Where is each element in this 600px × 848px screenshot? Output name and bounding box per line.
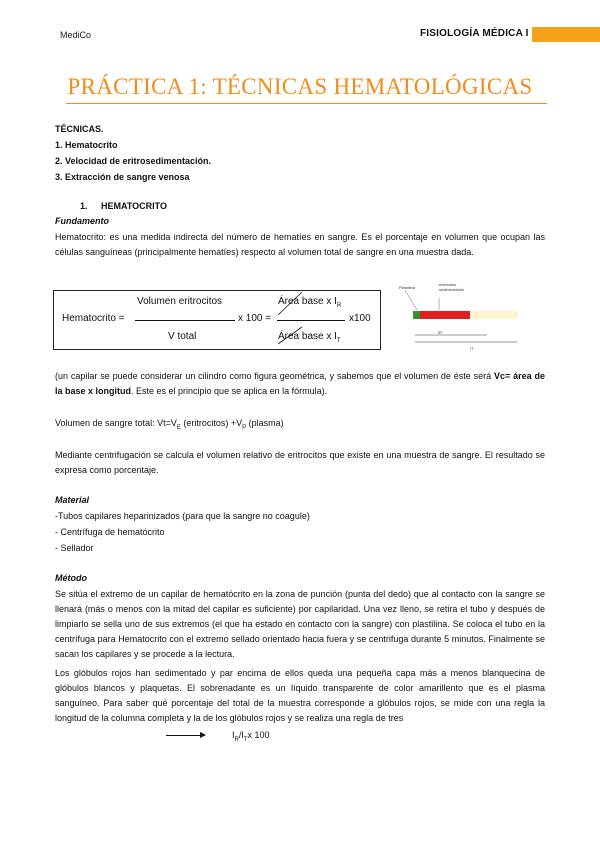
section-heading: HEMATOCRITO	[101, 201, 168, 211]
arrow-icon	[200, 732, 206, 738]
material-item-2: - Centrífuga de hematócrito	[55, 527, 165, 537]
capillary-label-ir: IR	[438, 330, 442, 335]
fundamento-text: Hematocrito: es una medida indirecta del número de hematíes en sangre. Es el porcentaje en volumen que ocupan las células sanguíneas (principalmente hematíes) respecto al volumen total de sangre en una muestra dada.	[55, 232, 545, 257]
formula-numerator-1: Volumen eritrocitos	[137, 296, 223, 307]
capillary-label-rbc: eritrocitos sedimentados	[439, 282, 464, 292]
tecnicas-item-3: 3. Extracción de sangre venosa	[55, 172, 190, 182]
capillary-label-sealer: Plastilina	[399, 285, 416, 290]
header-brand: MediCo	[60, 30, 92, 40]
material-item-1: -Tubos capilares heparinizados (para que la sangre no coagule)	[55, 511, 310, 521]
formula-x100-equals: x 100 =	[238, 313, 272, 324]
header-accent-bar	[532, 27, 600, 42]
tecnicas-item-1: 1. Hematocrito	[55, 140, 118, 150]
capillary-sealer	[413, 311, 420, 319]
capilar-paragraph: (un capilar se puede considerar un cilindro como figura geométrica, y sabemos que el volumen de éste será Vc= área de la base x longitud. Este es el principio que se aplica en la fórmula).	[55, 371, 545, 396]
volumen-formula: Volumen de sangre total: $Vt=V_E$ (eritrocitos) $+V_P$ (plasma)	[55, 418, 284, 431]
page-title: PRÁCTICA 1: TÉCNICAS HEMATOLÓGICAS	[67, 74, 533, 99]
formula-lhs: Hematocrito =	[62, 313, 125, 324]
capillary-red-cells	[420, 311, 470, 319]
arrow-line	[166, 735, 202, 736]
capillary-label-it: IT	[470, 346, 474, 351]
metodo-paragraph-1: Se sitúa el extremo de un capilar de hematócrito en la zona de punción (punta del dedo) que al contacto con la sangre se llenará (más o menos con la mitad del capilar es suficiente) por capilaridad. Una vez lleno, se retira el tubo y después de limpiarlo se sella uno de sus extremos (el que ha estado en contacto con la sangre) con plastilina. Se coloca el tubo en la centrífuga para Hematocrito con el extremo sellado orientado hacia fuera y se centrifuga durante 5 minutos. Finalmente se sacan los capilares y se procede a la lectura.	[55, 589, 545, 659]
metodo-label: Método	[55, 573, 87, 583]
section-number: 1.	[80, 201, 88, 211]
formula-numerator-2: Área base x $I_R$	[278, 296, 342, 309]
fraction-line-1	[135, 320, 235, 321]
material-item-3: - Sellador	[55, 543, 94, 553]
formula-x100: x100	[349, 313, 371, 324]
metodo-paragraph-2: Los glóbulos rojos han sedimentado y par encima de ellos queda una pequeña capa más a menos blanquecina de glóbulos blancos y plaquetas. El sobrenadante es un líquido transparente de color amarillento que es el plasma sanguíneo. Para saber qué porcentaje del total de la muestra corresponde a glóbulos rojos, se mide con una regla la longitud de la columna completa y la de los glóbulos rojos y se realiza una regla de tres	[55, 668, 545, 723]
centrifugacion-paragraph: Mediante centrifugación se calcula el volumen relativo de eritrocitos que existe en una muestra de sangre. El resultado se expresa como porcentaje.	[55, 450, 545, 475]
ratio-formula: $I_R/I_Tx$ 100	[232, 730, 270, 743]
capillary-lines	[395, 284, 525, 354]
tecnicas-item-2: 2. Velocidad de eritrosedimentación.	[55, 156, 212, 166]
cancel-strikes	[276, 289, 336, 349]
header-course: FISIOLOGÍA MÉDICA I	[420, 28, 529, 39]
formula-denominator-1: V total	[168, 331, 197, 342]
material-label: Material	[55, 495, 90, 505]
formula-denominator-2: Área base x $I_T$	[278, 331, 341, 344]
tecnicas-heading: TÉCNICAS.	[55, 124, 104, 134]
title-underline	[66, 103, 547, 104]
fundamento-label: Fundamento	[55, 216, 109, 226]
